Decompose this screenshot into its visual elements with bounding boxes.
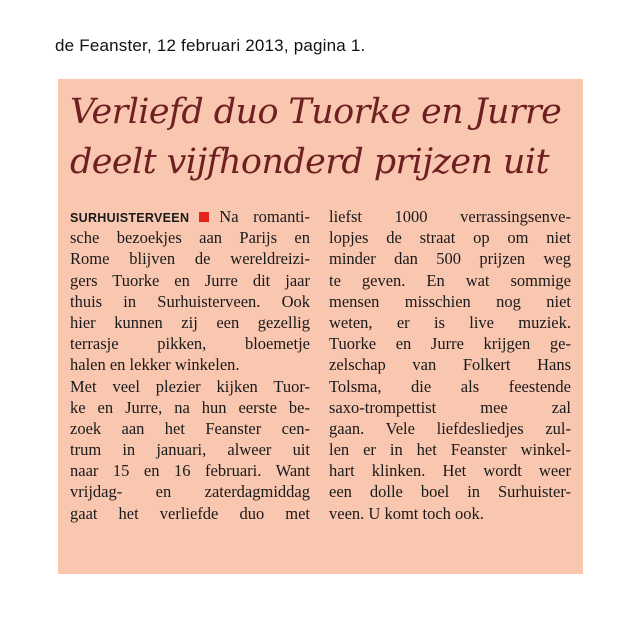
column-line: ke en Jurre, na hun eerste be-: [70, 397, 310, 417]
column-line: minder dan 500 prijzen weg: [329, 249, 571, 269]
column-line: terrasje pikken, bloemetje: [70, 334, 310, 354]
column-line: Na romanti-: [219, 207, 310, 226]
newspaper-clipping: [58, 79, 583, 574]
red-square-icon: [199, 212, 209, 222]
headline-line: Verliefd duo Tuorke en Jurre: [70, 92, 562, 132]
column-line: gaat het verliefde duo met: [70, 503, 310, 523]
column-line: trum in januari, alweer uit: [70, 440, 310, 460]
column-line: mensen misschien nog niet: [329, 291, 571, 311]
column-line: veen. U komt toch ook.: [329, 503, 484, 523]
dateline: SURHUISTERVEEN: [70, 211, 190, 225]
article-column-left: [70, 206, 310, 524]
column-line: naar 15 en 16 februari. Want: [70, 461, 310, 481]
column-line: sche bezoekjes aan Parijs en: [70, 228, 310, 248]
column-line: thuis in Surhuisterveen. Ook: [70, 291, 310, 311]
column-line: hier kunnen zij een gezellig: [70, 312, 310, 332]
column-line: zoek aan het Feanster cen-: [70, 418, 310, 438]
column-line-first: [70, 206, 310, 227]
column-line: lopjes de straat op om niet: [329, 228, 571, 248]
column-line: gaan. Vele liefdesliedjes zul-: [329, 418, 571, 438]
column-line: een dolle boel in Surhuister-: [329, 482, 571, 502]
column-line: Met veel plezier kijken Tuor-: [70, 376, 310, 396]
column-line: weten, er is live muziek.: [329, 312, 571, 332]
column-line: zelschap van Folkert Hans: [329, 355, 571, 375]
column-line: saxo-trompettist mee zal: [329, 397, 571, 417]
column-line: Tuorke en Jurre krijgen ge-: [329, 334, 571, 354]
headline-line: deelt vijfhonderd prijzen uit: [70, 142, 549, 182]
column-line: Tolsma, die als feestende: [329, 376, 571, 396]
column-line: halen en lekker winkelen.: [70, 355, 240, 375]
column-line: liefst 1000 verrassingsenve-: [329, 207, 571, 226]
article-headline: [70, 87, 575, 187]
column-line: te geven. En wat sommige: [329, 270, 571, 290]
article-column-right: [329, 206, 571, 524]
column-line: vrijdag- en zaterdagmiddag: [70, 482, 310, 502]
column-line: hart klinken. Het wordt weer: [329, 461, 571, 481]
source-citation: de Feanster, 12 februari 2013, pagina 1.: [55, 36, 366, 55]
column-line: gers Tuorke en Jurre dit jaar: [70, 270, 310, 290]
column-line: Rome blijven de wereldreizi-: [70, 249, 310, 269]
column-line: len er in het Feanster winkel-: [329, 440, 571, 460]
